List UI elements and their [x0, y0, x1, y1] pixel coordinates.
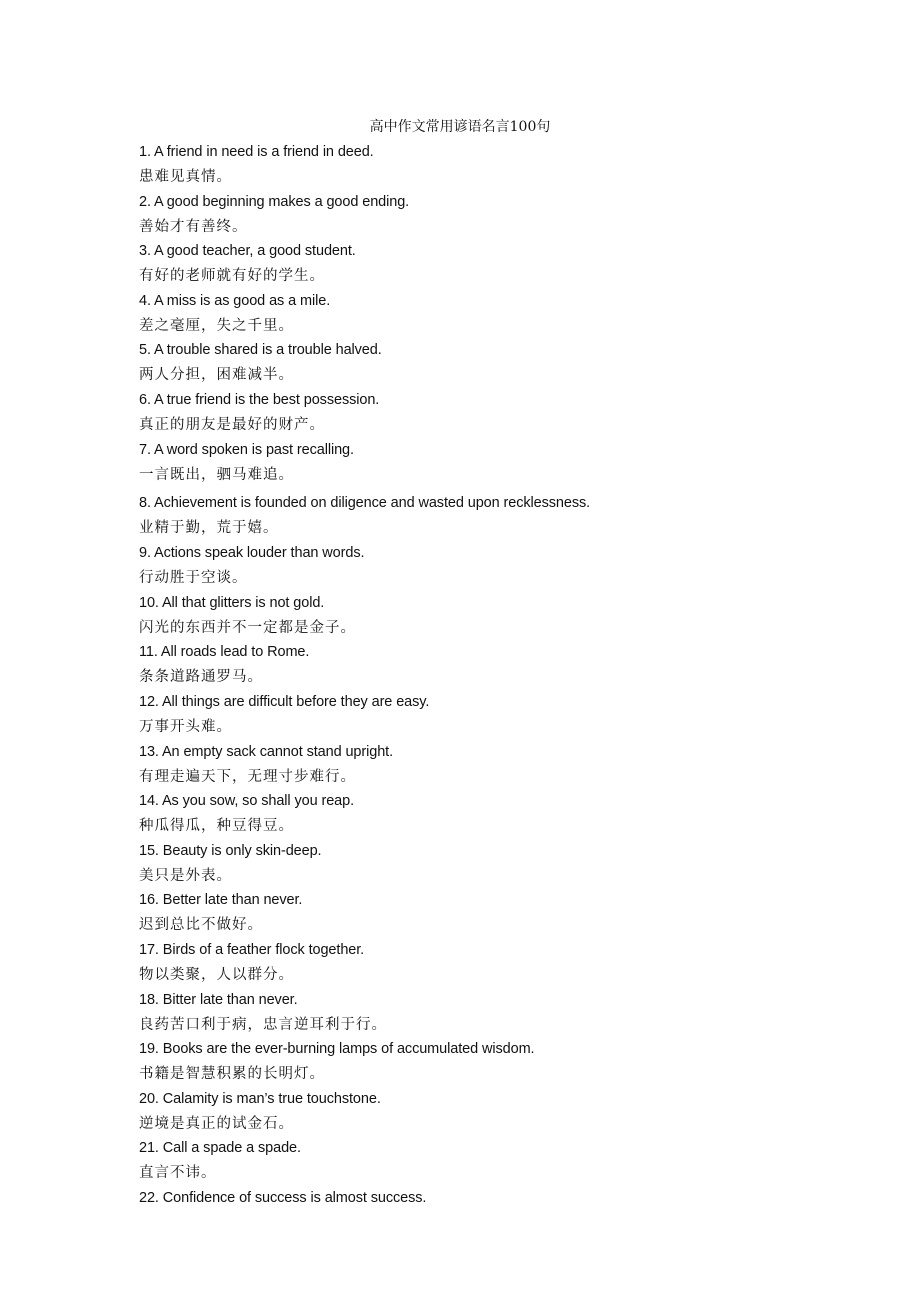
- proverb-entry: [139, 1138, 879, 1188]
- proverb-chinese: 有理走遍天下，无理寸步难行。: [139, 768, 356, 785]
- proverb-english: 16. Better late than never.: [139, 892, 303, 909]
- proverb-chinese: 差之毫厘，失之千里。: [139, 317, 294, 334]
- proverb-entry: [139, 990, 879, 1040]
- proverb-english: 5. A trouble shared is a trouble halved.: [139, 342, 382, 359]
- proverb-entry: [139, 192, 879, 242]
- proverb-entry: [139, 340, 879, 390]
- proverb-chinese: 书籍是智慧积累的长明灯。: [139, 1066, 325, 1083]
- proverb-entry: [139, 1039, 879, 1089]
- proverb-entry: [139, 390, 879, 440]
- proverb-entry: [139, 841, 879, 891]
- proverb-chinese: 一言既出，驷马难追。: [139, 466, 294, 483]
- proverb-chinese: 有好的老师就有好的学生。: [139, 268, 325, 285]
- proverb-english: 2. A good beginning makes a good ending.: [139, 193, 410, 210]
- proverb-chinese: 患难见真情。: [139, 169, 232, 185]
- proverb-chinese: 业精于勤，荒于嬉。: [139, 520, 279, 537]
- proverb-english: 22. Confidence of success is almost success.: [139, 1189, 427, 1206]
- proverb-entry: [139, 642, 879, 692]
- document-title: 高中作文常用谚语名言100句: [369, 119, 551, 135]
- proverb-chinese: 直言不讳。: [139, 1165, 217, 1182]
- proverb-entry: [139, 489, 879, 543]
- proverb-chinese: 良药苦口利于病，忠言逆耳利于行。: [139, 1016, 387, 1033]
- proverb-chinese: 善始才有善终。: [139, 218, 248, 235]
- proverb-entry: [139, 440, 879, 490]
- proverb-entry: [139, 940, 879, 990]
- proverb-english: 4. A miss is as good as a mile.: [139, 292, 331, 309]
- proverb-entry: [139, 742, 879, 792]
- proverb-chinese: 万事开头难。: [139, 718, 232, 735]
- proverb-chinese: 逆境是真正的试金石。: [139, 1115, 294, 1132]
- proverb-chinese: 美只是外表。: [139, 867, 232, 884]
- proverb-chinese: 两人分担，困难减半。: [139, 367, 294, 384]
- proverb-chinese: 真正的朋友是最好的财产。: [139, 416, 325, 433]
- proverb-english: 10. All that glitters is not gold.: [139, 594, 325, 611]
- proverb-chinese: 闪光的东西并不一定都是金子。: [139, 619, 356, 636]
- proverb-chinese: 物以类聚，人以群分。: [139, 966, 294, 983]
- proverb-english: 6. A true friend is the best possession.: [139, 391, 380, 408]
- proverb-english: 15. Beauty is only skin-deep.: [139, 842, 322, 859]
- proverb-entry: [139, 890, 879, 940]
- proverb-entry: [139, 593, 879, 643]
- proverb-english: 12. All things are difficult before they are easy.: [139, 693, 430, 710]
- proverb-chinese: 条条道路通罗马。: [139, 669, 263, 686]
- proverb-english: 17. Birds of a feather flock together.: [139, 941, 365, 958]
- proverb-english: 3. A good teacher, a good student.: [139, 243, 356, 260]
- proverb-english: 9. Actions speak louder than words.: [139, 545, 365, 562]
- proverb-english: 21. Call a spade a spade.: [139, 1140, 301, 1157]
- proverb-entry: [139, 241, 879, 291]
- proverb-english: 13. An empty sack cannot stand upright.: [139, 743, 394, 760]
- proverb-english: 1. A friend in need is a friend in deed.: [139, 144, 374, 160]
- proverb-chinese: 行动胜于空谈。: [139, 570, 248, 587]
- proverb-entry: [139, 692, 879, 742]
- proverb-english: 20. Calamity is man’s true touchstone.: [139, 1090, 381, 1107]
- proverb-list: [139, 142, 879, 1237]
- proverb-english: 11. All roads lead to Rome.: [139, 644, 310, 661]
- proverb-english: 7. A word spoken is past recalling.: [139, 441, 354, 458]
- proverb-english: 8. Achievement is founded on diligence and wasted upon recklessness.: [139, 495, 591, 512]
- proverb-entry: [139, 142, 879, 192]
- proverb-entry: [139, 543, 879, 593]
- proverb-english: 19. Books are the ever-burning lamps of accumulated wisdom.: [139, 1041, 535, 1058]
- proverb-entry: [139, 1188, 879, 1238]
- proverb-english: 14. As you sow, so shall you reap.: [139, 793, 355, 810]
- proverb-entry: [139, 1089, 879, 1139]
- proverb-entry: [139, 791, 879, 841]
- proverb-entry: [139, 291, 879, 341]
- proverb-chinese: 迟到总比不做好。: [139, 917, 263, 934]
- proverb-english: 18. Bitter late than never.: [139, 991, 298, 1008]
- proverb-chinese: 种瓜得瓜，种豆得豆。: [139, 818, 294, 835]
